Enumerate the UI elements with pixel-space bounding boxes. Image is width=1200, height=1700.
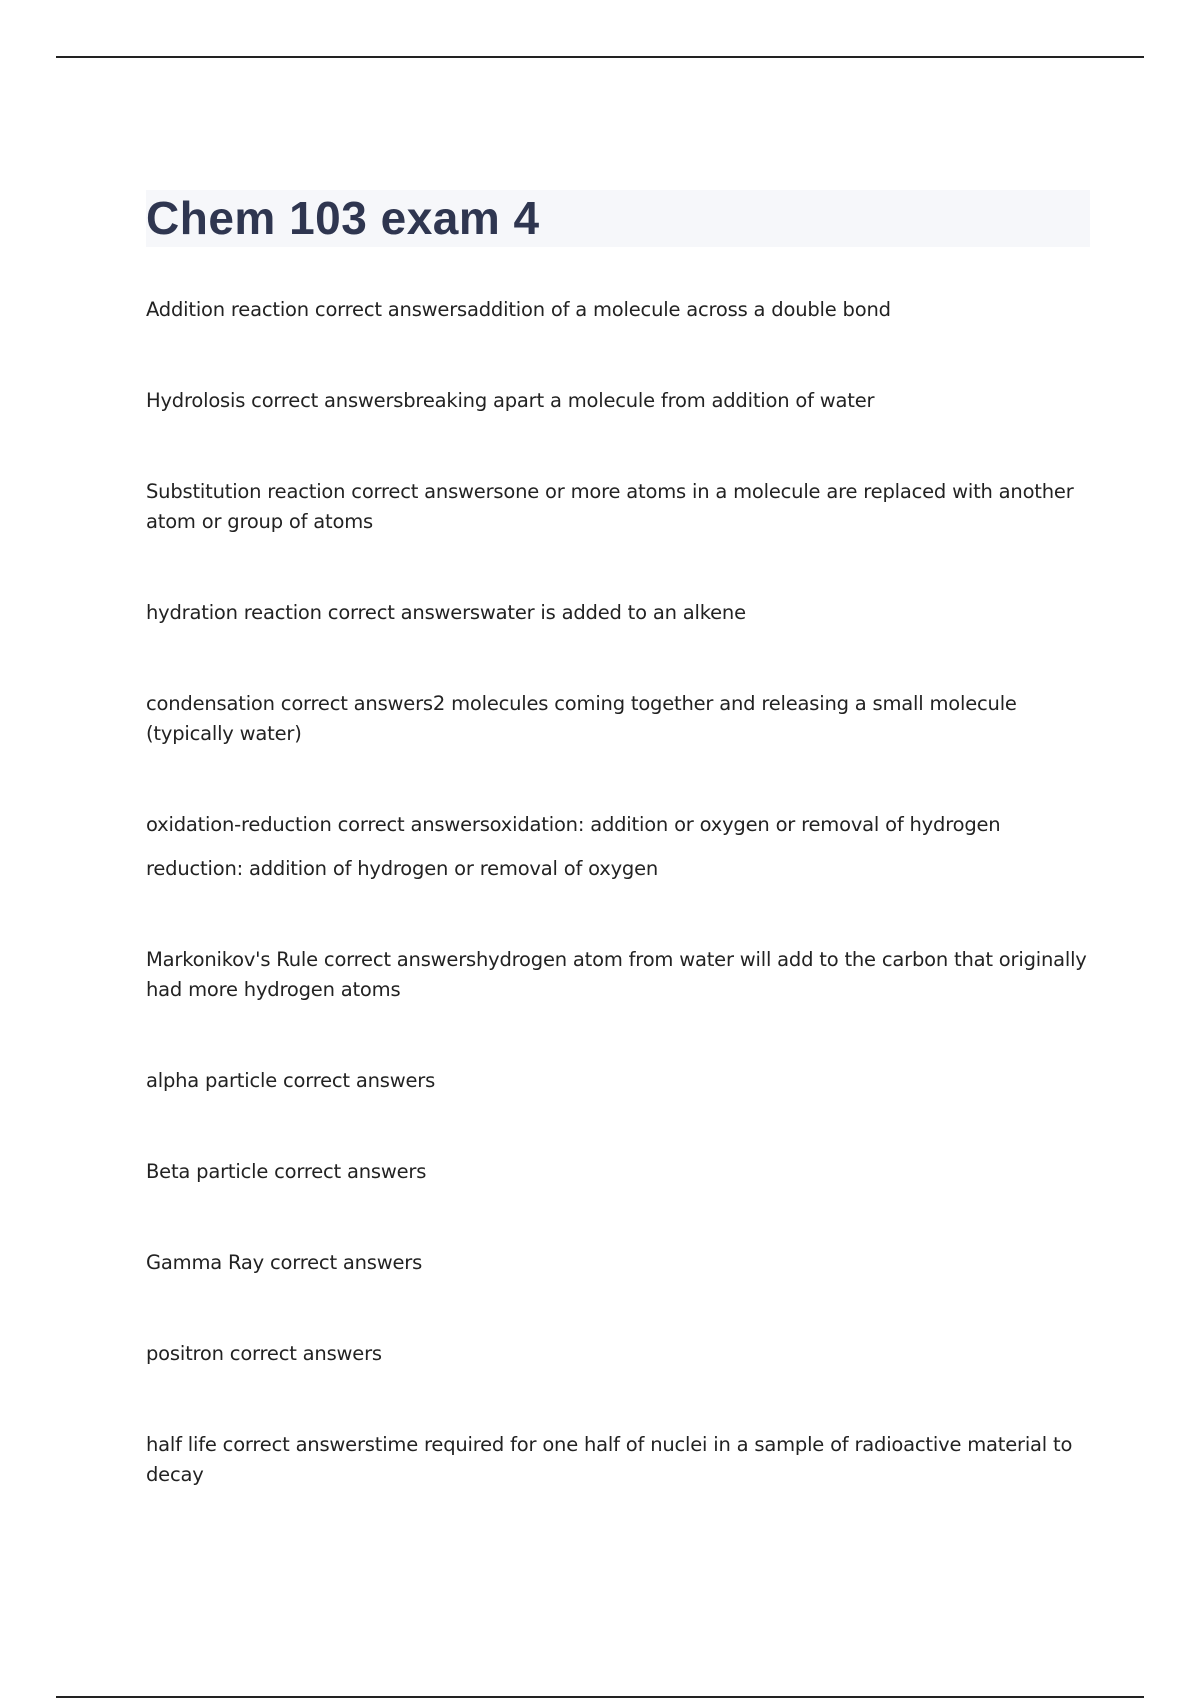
entry-alpha-particle xyxy=(146,1066,1090,1096)
entry-text: Hydrolosis correct answersbreaking apart a molecule from addition of water xyxy=(146,389,875,412)
document-body xyxy=(146,190,1090,1551)
entry-text: Substitution reaction correct answersone or more atoms in a molecule are replaced with another atom or group of atoms xyxy=(146,480,1074,533)
entry-text-continued: reduction: addition of hydrogen or removal of oxygen xyxy=(146,857,659,880)
entry-text: positron correct answers xyxy=(146,1342,382,1365)
entry-text: Addition reaction correct answersaddition of a molecule across a double bond xyxy=(146,298,891,321)
entry-hydrolosis xyxy=(146,386,1090,416)
bottom-rule xyxy=(56,1696,1144,1698)
entry-oxidation-reduction xyxy=(146,810,1090,884)
entry-positron xyxy=(146,1339,1090,1369)
entry-half-life xyxy=(146,1430,1090,1490)
entry-beta-particle xyxy=(146,1157,1090,1187)
entry-markonikovs-rule xyxy=(146,945,1090,1005)
entry-addition-reaction xyxy=(146,295,1090,325)
entry-hydration-reaction xyxy=(146,598,1090,628)
entry-text: Beta particle correct answers xyxy=(146,1160,427,1183)
entry-gamma-ray xyxy=(146,1248,1090,1278)
entry-list xyxy=(146,295,1090,1490)
entry-condensation xyxy=(146,689,1090,749)
entry-text: condensation correct answers2 molecules coming together and releasing a small molecule (typically water) xyxy=(146,692,1017,745)
entry-text: Gamma Ray correct answers xyxy=(146,1251,423,1274)
entry-text: half life correct answerstime required for one half of nuclei in a sample of radioactive material to decay xyxy=(146,1433,1073,1486)
entry-text: hydration reaction correct answerswater is added to an alkene xyxy=(146,601,746,624)
entry-text: alpha particle correct answers xyxy=(146,1069,436,1092)
entry-substitution-reaction xyxy=(146,477,1090,537)
page-title: Chem 103 exam 4 xyxy=(146,192,540,244)
title-band xyxy=(146,190,1090,247)
top-rule xyxy=(56,56,1144,58)
entry-text: oxidation-reduction correct answersoxidation: addition or oxygen or removal of hydrogen xyxy=(146,813,1001,836)
entry-text: Markonikov's Rule correct answershydrogen atom from water will add to the carbon that originally had more hydrogen atoms xyxy=(146,948,1087,1001)
